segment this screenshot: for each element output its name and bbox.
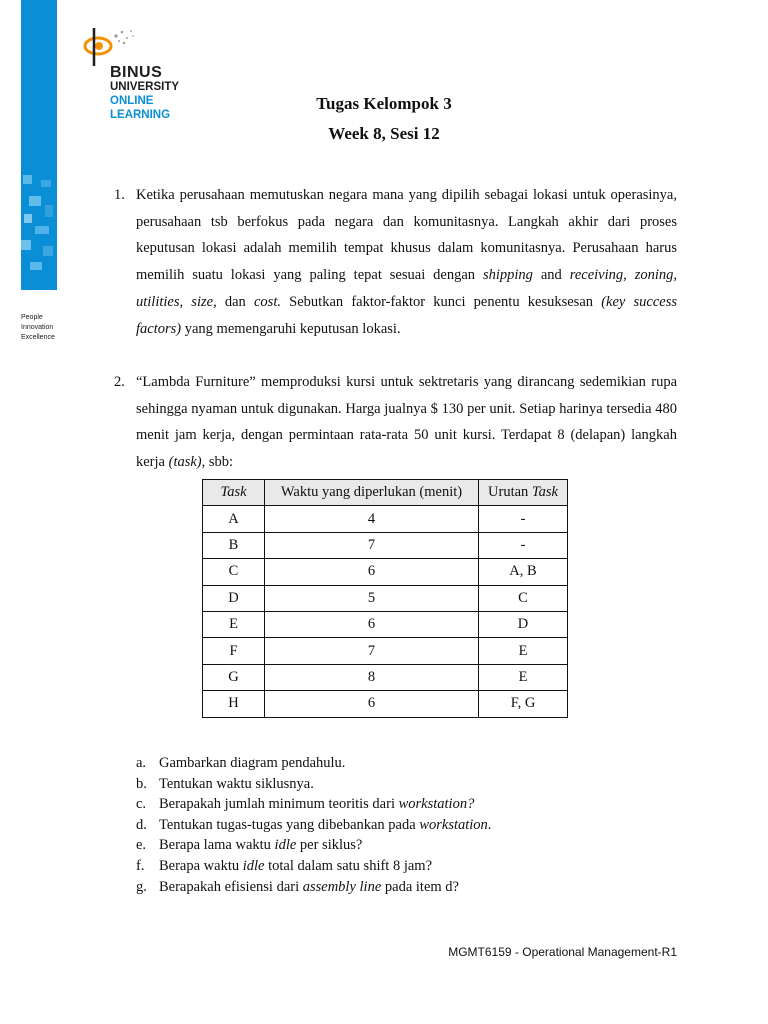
table-row (203, 532, 568, 558)
binus-logo-icon (80, 22, 140, 68)
table-cell: - (479, 506, 568, 532)
table-header-row (203, 480, 568, 506)
subquestion-letter: e. (136, 837, 147, 854)
question-number: 2. (114, 374, 125, 390)
column-header-time: Waktu yang diperlukan (menit) (265, 480, 479, 506)
tagline-line: Innovation (21, 324, 54, 331)
brand-line-university: UNIVERSITY (110, 81, 180, 93)
table-cell: E (203, 611, 265, 637)
table-cell: H (203, 691, 265, 717)
subquestion-letter: b. (136, 775, 147, 792)
table-cell: - (479, 532, 568, 558)
subquestion-item (136, 877, 656, 898)
table-cell: 7 (265, 532, 479, 558)
table-cell: E (479, 664, 568, 690)
subquestion-item (136, 794, 656, 815)
subquestion-item (136, 774, 656, 795)
subquestion-letter: c. (136, 796, 147, 813)
subquestion-letter: d. (136, 816, 147, 833)
subquestion-text: Tentukan waktu siklusnya. (159, 775, 314, 792)
table-row (203, 611, 568, 637)
table-cell: 6 (265, 611, 479, 637)
column-header-task: Task (203, 480, 265, 506)
table-cell: F, G (479, 691, 568, 717)
brand-line-binus: BINUS (110, 64, 163, 81)
table-cell: 5 (265, 585, 479, 611)
question-1-text: Ketika perusahaan memutuskan negara mana yang dipilih sebagai lokasi untuk operasinya, perusahaan tsb berfokus pada negara dan komunitasnya. Langkah akhir dari proses keputusan lokasi adalah memilih tempat khusus dalam komunitasnya. Perusahaan harus memilih suatu lokasi yang paling tepat sesuai dengan shipping and receiving, zoning, utilities, size, dan cost. Sebutkan faktor-faktor kunci penentu kesuksesan (key success factors) yang memengaruhi keputusan lokasi. (136, 187, 677, 337)
subquestion-text: Berapa waktu idle total dalam satu shift 8 jam? (159, 857, 433, 874)
table-row (203, 585, 568, 611)
subquestion-list (136, 753, 656, 897)
subquestion-letter: g. (136, 878, 147, 895)
table-cell: D (479, 611, 568, 637)
question-2-text: “Lambda Furniture” memproduksi kursi untuk sektretaris yang dirancang sedemikian rupa sehingga nyaman untuk digunakan. Harga jualnya $ 130 per unit. Setiap harinya tersedia 480 menit jam kerja, dengan permintaan rata-rata 50 unit kursi. Terdapat 8 (delapan) langkah kerja (task), sbb: (136, 374, 678, 471)
subquestion-item (136, 835, 656, 856)
table-cell: E (479, 638, 568, 664)
table-body (203, 506, 568, 717)
question-2 (114, 369, 677, 476)
table-cell: F (203, 638, 265, 664)
table-row (203, 664, 568, 690)
table-row (203, 691, 568, 717)
subquestion-item (136, 856, 656, 877)
tagline-line: People (21, 314, 43, 321)
subquestion-letter: a. (136, 755, 147, 771)
table-cell: A (203, 506, 265, 532)
table-cell: G (203, 664, 265, 690)
subquestion-item (136, 753, 656, 774)
brand-line-learning: LEARNING (110, 109, 171, 121)
task-table (202, 479, 568, 718)
subquestion-text: Berapakah efisiensi dari assembly line pada item d? (159, 878, 459, 895)
brand-color-strip (21, 0, 57, 290)
question-number: 1. (114, 187, 125, 203)
page-subtitle: Week 8, Sesi 12 (328, 124, 440, 143)
table-cell: 6 (265, 691, 479, 717)
table-row (203, 559, 568, 585)
table-cell: 8 (265, 664, 479, 690)
subquestion-text: Tentukan tugas-tugas yang dibebankan pada workstation. (159, 816, 492, 833)
page-title: Tugas Kelompok 3 (316, 94, 452, 113)
subquestion-text: Gambarkan diagram pendahulu. (159, 755, 346, 771)
table-cell: 6 (265, 559, 479, 585)
table-cell: 7 (265, 638, 479, 664)
footer-course-code: MGMT6159 - Operational Management-R1 (448, 945, 677, 959)
table-row (203, 638, 568, 664)
subquestion-text: Berapakah jumlah minimum teoritis dari workstation? (159, 796, 475, 813)
subquestion-item (136, 815, 656, 836)
table-cell: B (203, 532, 265, 558)
table-row (203, 506, 568, 532)
table-cell: C (479, 585, 568, 611)
question-1 (114, 182, 677, 342)
table-cell: 4 (265, 506, 479, 532)
brand-line-online: ONLINE (110, 95, 154, 107)
subquestion-letter: f. (136, 857, 145, 874)
table-cell: C (203, 559, 265, 585)
table-cell: A, B (479, 559, 568, 585)
tagline-line: Excellence (21, 334, 55, 341)
brand-tagline (21, 313, 55, 343)
column-header-sequence: Urutan Task (479, 480, 568, 506)
subquestion-text: Berapa lama waktu idle per siklus? (159, 837, 363, 854)
table-cell: D (203, 585, 265, 611)
